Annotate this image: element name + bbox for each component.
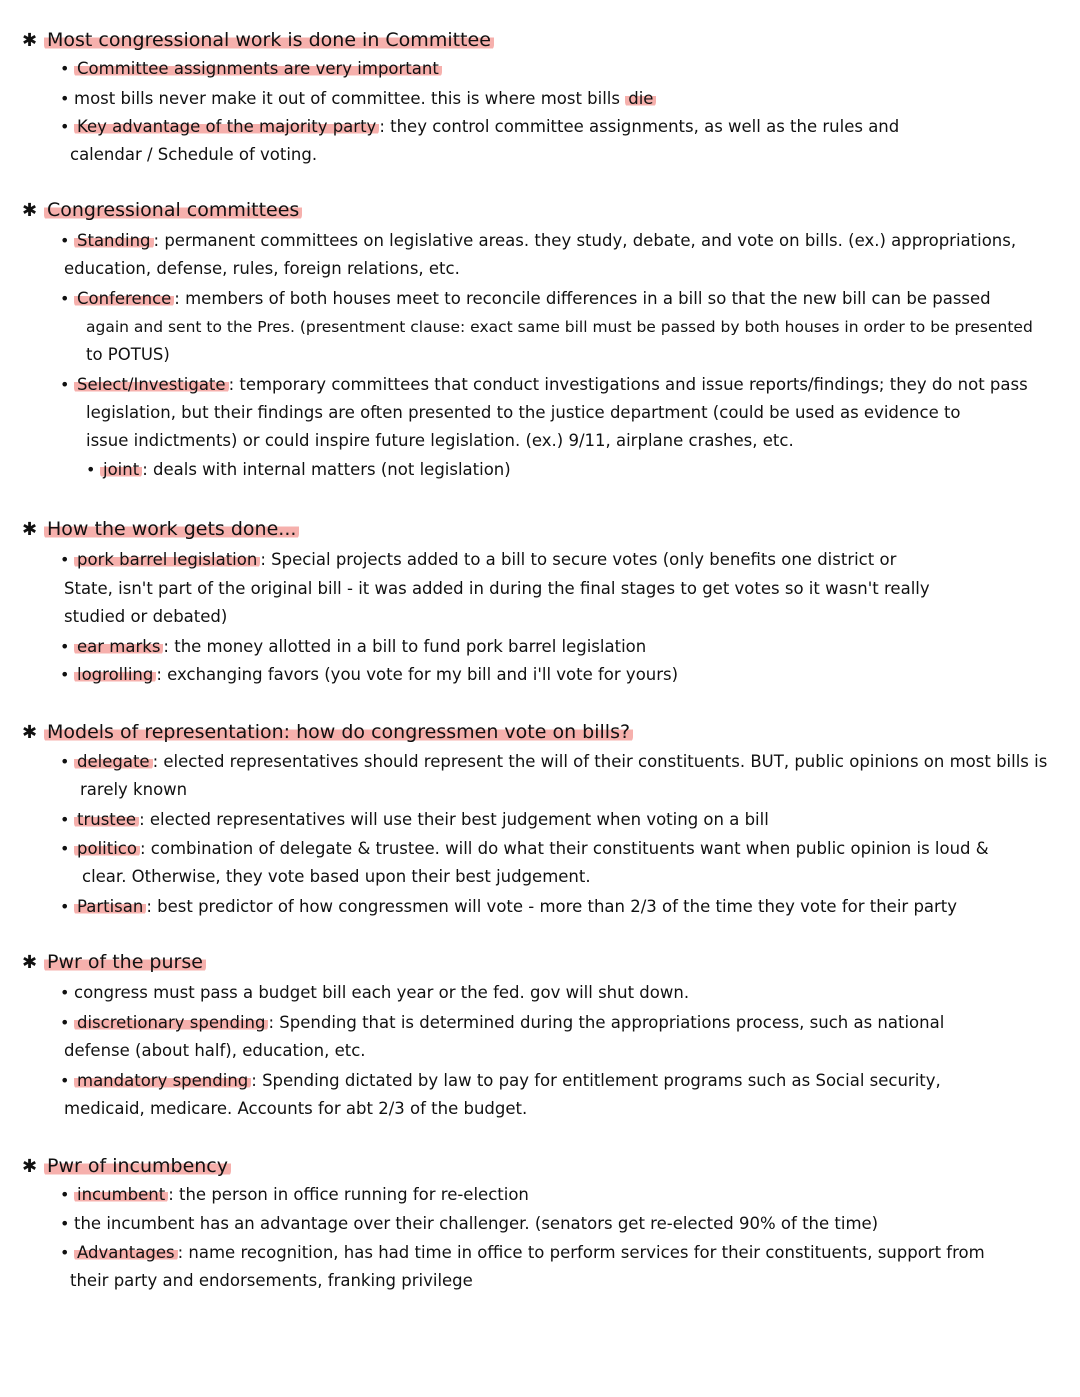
note-text: rarely known: [80, 780, 188, 799]
note-text: : Spending dictated by law to pay for entitlement programs such as Social security,: [251, 1071, 941, 1090]
bullet-icon: •: [60, 839, 70, 858]
note-text: : they control committee assignments, as well as the rules and: [379, 117, 900, 136]
section-heading: [22, 720, 633, 745]
note-text: to POTUS): [86, 345, 170, 364]
note-text: : the money allotted in a bill to fund pork barrel legislation: [163, 637, 647, 656]
note-line: [60, 751, 1047, 773]
bullet-icon: •: [60, 1071, 70, 1090]
note-term: ear marks: [74, 637, 163, 656]
note-line: [60, 1012, 944, 1034]
note-term: Advantages: [74, 1243, 178, 1262]
note-line: [64, 258, 460, 280]
note-term: die: [625, 89, 656, 108]
note-line: [86, 344, 170, 366]
note-text: State, isn't part of the original bill - it was added in during the final stages to get votes so it wasn't really: [64, 579, 930, 598]
heading-text: How the work gets done...: [44, 518, 299, 540]
note-line: [60, 116, 899, 138]
bullet-icon: •: [60, 117, 70, 136]
note-line: [86, 316, 1033, 338]
bullet-icon: •: [60, 375, 70, 394]
note-line: [60, 549, 896, 571]
star-icon: ✱: [22, 200, 38, 221]
note-term: Committee assignments are very important: [74, 59, 442, 78]
note-text: : permanent committees on legislative areas. they study, debate, and vote on bills. (ex.) appropriations,: [153, 231, 1017, 250]
bullet-icon: •: [60, 1185, 70, 1204]
note-line: [82, 866, 591, 888]
note-text: : name recognition, has had time in office to perform services for their constituents, support from: [177, 1243, 985, 1262]
note-text: studied or debated): [64, 607, 228, 626]
note-line: [70, 144, 317, 166]
bullet-icon: •: [60, 897, 70, 916]
star-icon: ✱: [22, 1156, 38, 1177]
bullet-icon: •: [60, 231, 70, 250]
note-text: : exchanging favors (you vote for my bill and i'll vote for yours): [156, 665, 679, 684]
note-line: [60, 1242, 985, 1264]
note-text: : combination of delegate & trustee. will do what their constituents want when public opinion is loud &: [139, 839, 989, 858]
note-text: medicaid, medicare. Accounts for abt 2/3 of the budget.: [64, 1099, 528, 1118]
note-line: [86, 459, 511, 481]
note-line: [60, 809, 769, 831]
note-line: [60, 896, 957, 918]
bullet-icon: •: [60, 89, 70, 108]
bullet-icon: •: [60, 983, 70, 1002]
note-term: logrolling: [74, 665, 156, 684]
note-term: Standing: [74, 231, 154, 250]
section-heading: [22, 517, 299, 542]
note-line: [86, 430, 794, 452]
note-text: defense (about half), education, etc.: [64, 1041, 366, 1060]
note-line: [60, 88, 656, 110]
bullet-icon: •: [60, 752, 70, 771]
note-text: clear. Otherwise, they vote based upon their best judgement.: [82, 867, 591, 886]
bullet-icon: •: [60, 637, 70, 656]
note-line: [60, 230, 1016, 252]
note-text: legislation, but their findings are often presented to the justice department (could be used as evidence to: [86, 403, 961, 422]
note-text: : elected representatives will use their best judgement when voting on a bill: [139, 810, 769, 829]
note-text: : the person in office running for re-election: [168, 1185, 529, 1204]
note-line: [64, 1098, 527, 1120]
star-icon: ✱: [22, 722, 38, 743]
note-term: pork barrel legislation: [74, 550, 260, 569]
note-text: : members of both houses meet to reconcile differences in a bill so that the new bill can be passed: [174, 289, 991, 308]
note-text: : best predictor of how congressmen will vote - more than 2/3 of the time they vote for their party: [146, 897, 958, 916]
heading-text: Pwr of the purse: [44, 951, 206, 973]
heading-text: Most congressional work is done in Committee: [44, 29, 494, 51]
note-term: Conference: [74, 289, 174, 308]
note-line: [60, 664, 678, 686]
note-text: : elected representatives should represent the will of their constituents. BUT, public opinions on most bills is: [152, 752, 1048, 771]
note-term: Select/Investigate: [74, 375, 229, 394]
note-line: [60, 1070, 941, 1092]
star-icon: ✱: [22, 952, 38, 973]
note-term: incumbent: [74, 1185, 168, 1204]
note-line: [70, 1270, 473, 1292]
bullet-icon: •: [60, 59, 70, 78]
note-text: most bills never make it out of committee. this is where most bills: [74, 89, 626, 108]
note-line: [60, 982, 689, 1004]
note-text: : deals with internal matters (not legislation): [142, 460, 511, 479]
note-term: Key advantage of the majority party: [74, 117, 379, 136]
note-term: joint: [100, 460, 142, 479]
note-term: Partisan: [74, 897, 146, 916]
note-text: issue indictments) or could inspire future legislation. (ex.) 9/11, airplane crashes, etc.: [86, 431, 794, 450]
bullet-icon: •: [60, 1214, 70, 1233]
bullet-icon: •: [60, 289, 70, 308]
bullet-icon: •: [60, 1013, 70, 1032]
section-heading: [22, 198, 302, 223]
heading-text: Pwr of incumbency: [44, 1155, 231, 1177]
heading-text: Congressional committees: [44, 199, 302, 221]
note-line: [64, 578, 930, 600]
note-line: [60, 1213, 878, 1235]
note-line: [64, 606, 227, 628]
note-text: calendar / Schedule of voting.: [70, 145, 318, 164]
note-term: discretionary spending: [74, 1013, 268, 1032]
note-text: : Spending that is determined during the appropriations process, such as national: [268, 1013, 945, 1032]
note-line: [60, 58, 442, 80]
note-line: [60, 838, 989, 860]
note-line: [64, 1040, 366, 1062]
section-heading: [22, 1154, 231, 1179]
star-icon: ✱: [22, 519, 38, 540]
heading-text: Models of representation: how do congressmen vote on bills?: [44, 721, 633, 743]
note-term: politico: [74, 839, 140, 858]
note-line: [60, 374, 1028, 396]
note-text: : Special projects added to a bill to secure votes (only benefits one district or: [260, 550, 897, 569]
note-line: [60, 1184, 529, 1206]
note-text: the incumbent has an advantage over their challenger. (senators get re-elected 90% of the time): [74, 1214, 879, 1233]
section-heading: [22, 950, 206, 975]
note-text: congress must pass a budget bill each year or the fed. gov will shut down.: [74, 983, 690, 1002]
star-icon: ✱: [22, 30, 38, 51]
note-text: : temporary committees that conduct investigations and issue reports/findings; they do not pass: [228, 375, 1028, 394]
note-line: [86, 402, 961, 424]
note-term: mandatory spending: [74, 1071, 251, 1090]
bullet-icon: •: [86, 460, 96, 479]
note-term: delegate: [74, 752, 153, 771]
note-line: [60, 288, 991, 310]
note-text: their party and endorsements, franking privilege: [70, 1271, 473, 1290]
note-line: [80, 779, 187, 801]
note-line: [60, 636, 646, 658]
note-term: trustee: [74, 810, 139, 829]
section-heading: [22, 28, 494, 53]
bullet-icon: •: [60, 1243, 70, 1262]
note-text: education, defense, rules, foreign relations, etc.: [64, 259, 460, 278]
bullet-icon: •: [60, 550, 70, 569]
note-text: again and sent to the Pres. (presentment clause: exact same bill must be passed by both houses in order to be presented: [86, 318, 1033, 336]
bullet-icon: •: [60, 665, 70, 684]
bullet-icon: •: [60, 810, 70, 829]
